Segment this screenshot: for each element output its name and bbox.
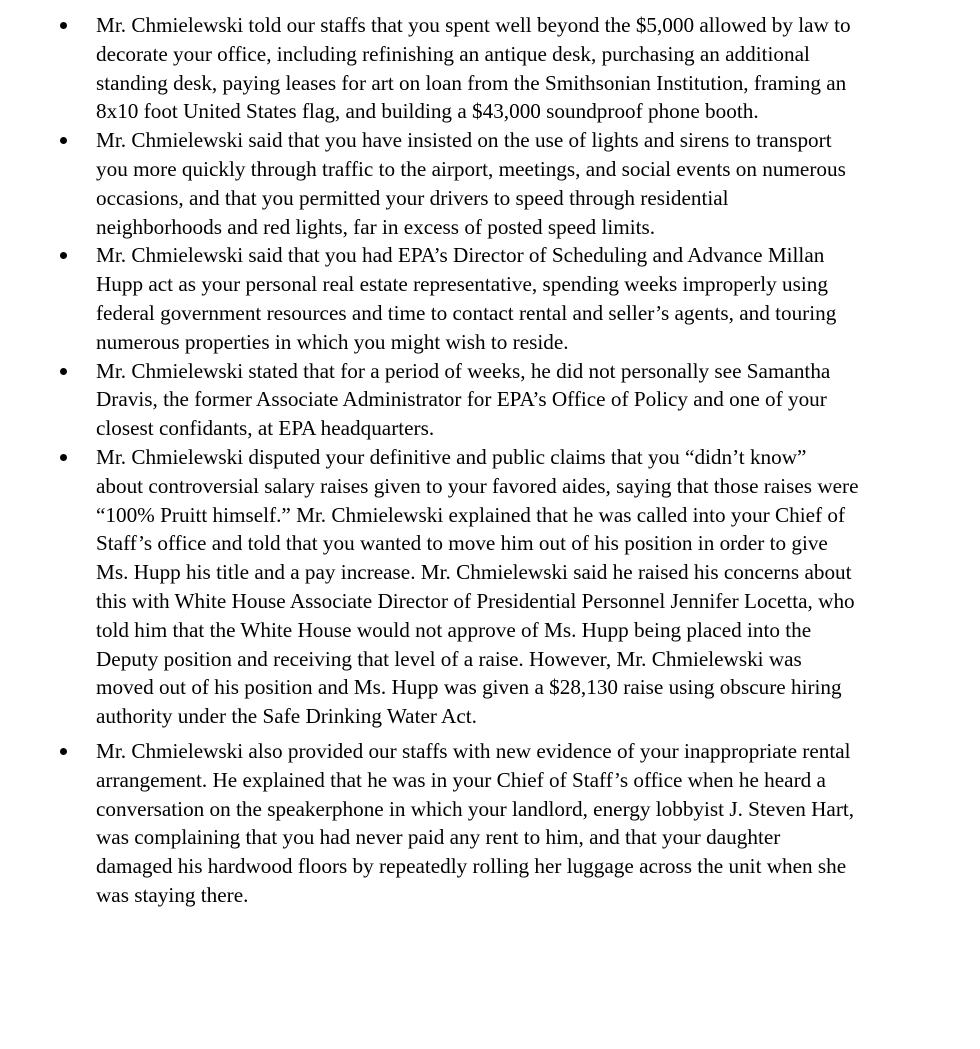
text-line: Mr. Chmielewski said that you had EPA’s Director of Scheduling and Advance Millan (96, 243, 825, 268)
text-line: decorate your office, including refinishing an antique desk, purchasing an additional (96, 41, 810, 66)
bullet-item (56, 357, 926, 443)
text-line: arrangement. He explained that he was in your Chief of Staff’s office when he heard a (96, 767, 826, 792)
text-line: standing desk, paying leases for art on loan from the Smithsonian Institution, framing an (96, 70, 847, 95)
text-line: Mr. Chmielewski also provided our staffs with new evidence of your inappropriate rental (96, 738, 851, 763)
bullet-icon (60, 748, 67, 755)
bullet-item (56, 443, 926, 731)
text-line: Mr. Chmielewski disputed your definitive and public claims that you “didn’t know” (96, 444, 807, 469)
text-line: moved out of his position and Ms. Hupp was given a $28,130 raise using obscure hiring (96, 675, 842, 700)
text-line: told him that the White House would not approve of Ms. Hupp being placed into the (96, 617, 812, 642)
text-line: was complaining that you had never paid any rent to him, and that your daughter (96, 825, 781, 850)
text-line: neighborhoods and red lights, far in excess of posted speed limits. (96, 214, 656, 239)
text-line: Mr. Chmielewski stated that for a period of weeks, he did not personally see Samantha (96, 358, 831, 383)
bullet-item (56, 737, 926, 910)
bullet-list (56, 11, 926, 910)
text-line: Dravis, the former Associate Administrator for EPA’s Office of Policy and one of your (96, 387, 827, 412)
bullet-item (56, 126, 926, 241)
bullet-icon (60, 137, 67, 144)
text-line: Hupp act as your personal real estate representative, spending weeks improperly using (96, 272, 828, 297)
text-line: numerous properties in which you might wish to reside. (96, 329, 569, 354)
bullet-icon (60, 454, 67, 461)
text-line: damaged his hardwood floors by repeatedly rolling her luggage across the unit when she (96, 854, 847, 879)
text-line: conversation on the speakerphone in which your landlord, energy lobbyist J. Steven Hart, (96, 796, 855, 821)
text-line: “100% Pruitt himself.” Mr. Chmielewski explained that he was called into your Chief of (96, 502, 846, 527)
bullet-icon (60, 368, 67, 375)
text-line: this with White House Associate Director of Presidential Personnel Jennifer Locetta, who (96, 588, 855, 613)
text-line: was staying there. (96, 882, 249, 907)
text-line: 8x10 foot United States flag, and building a $43,000 soundproof phone booth. (96, 99, 759, 124)
text-line: closest confidants, at EPA headquarters. (96, 416, 435, 441)
bullet-icon (60, 252, 67, 259)
text-line: Mr. Chmielewski said that you have insisted on the use of lights and sirens to transport (96, 128, 832, 153)
bullet-item (56, 11, 926, 126)
text-line: occasions, and that you permitted your drivers to speed through residential (96, 185, 729, 210)
bullet-item (56, 241, 926, 356)
text-line: Ms. Hupp his title and a pay increase. Mr. Chmielewski said he raised his concerns about (96, 560, 852, 585)
bullet-icon (60, 22, 67, 29)
text-line: Staff’s office and told that you wanted to move him out of his position in order to give (96, 531, 828, 556)
text-line: authority under the Safe Drinking Water Act. (96, 704, 477, 729)
text-line: Mr. Chmielewski told our staffs that you spent well beyond the $5,000 allowed by law to (96, 13, 851, 37)
text-line: Deputy position and receiving that level of a raise. However, Mr. Chmielewski was (96, 646, 802, 671)
text-line: you more quickly through traffic to the airport, meetings, and social events on numerous (96, 156, 846, 181)
text-line: about controversial salary raises given to your favored aides, saying that those raises were (96, 473, 859, 498)
text-line: federal government resources and time to contact rental and seller’s agents, and touring (96, 300, 837, 325)
